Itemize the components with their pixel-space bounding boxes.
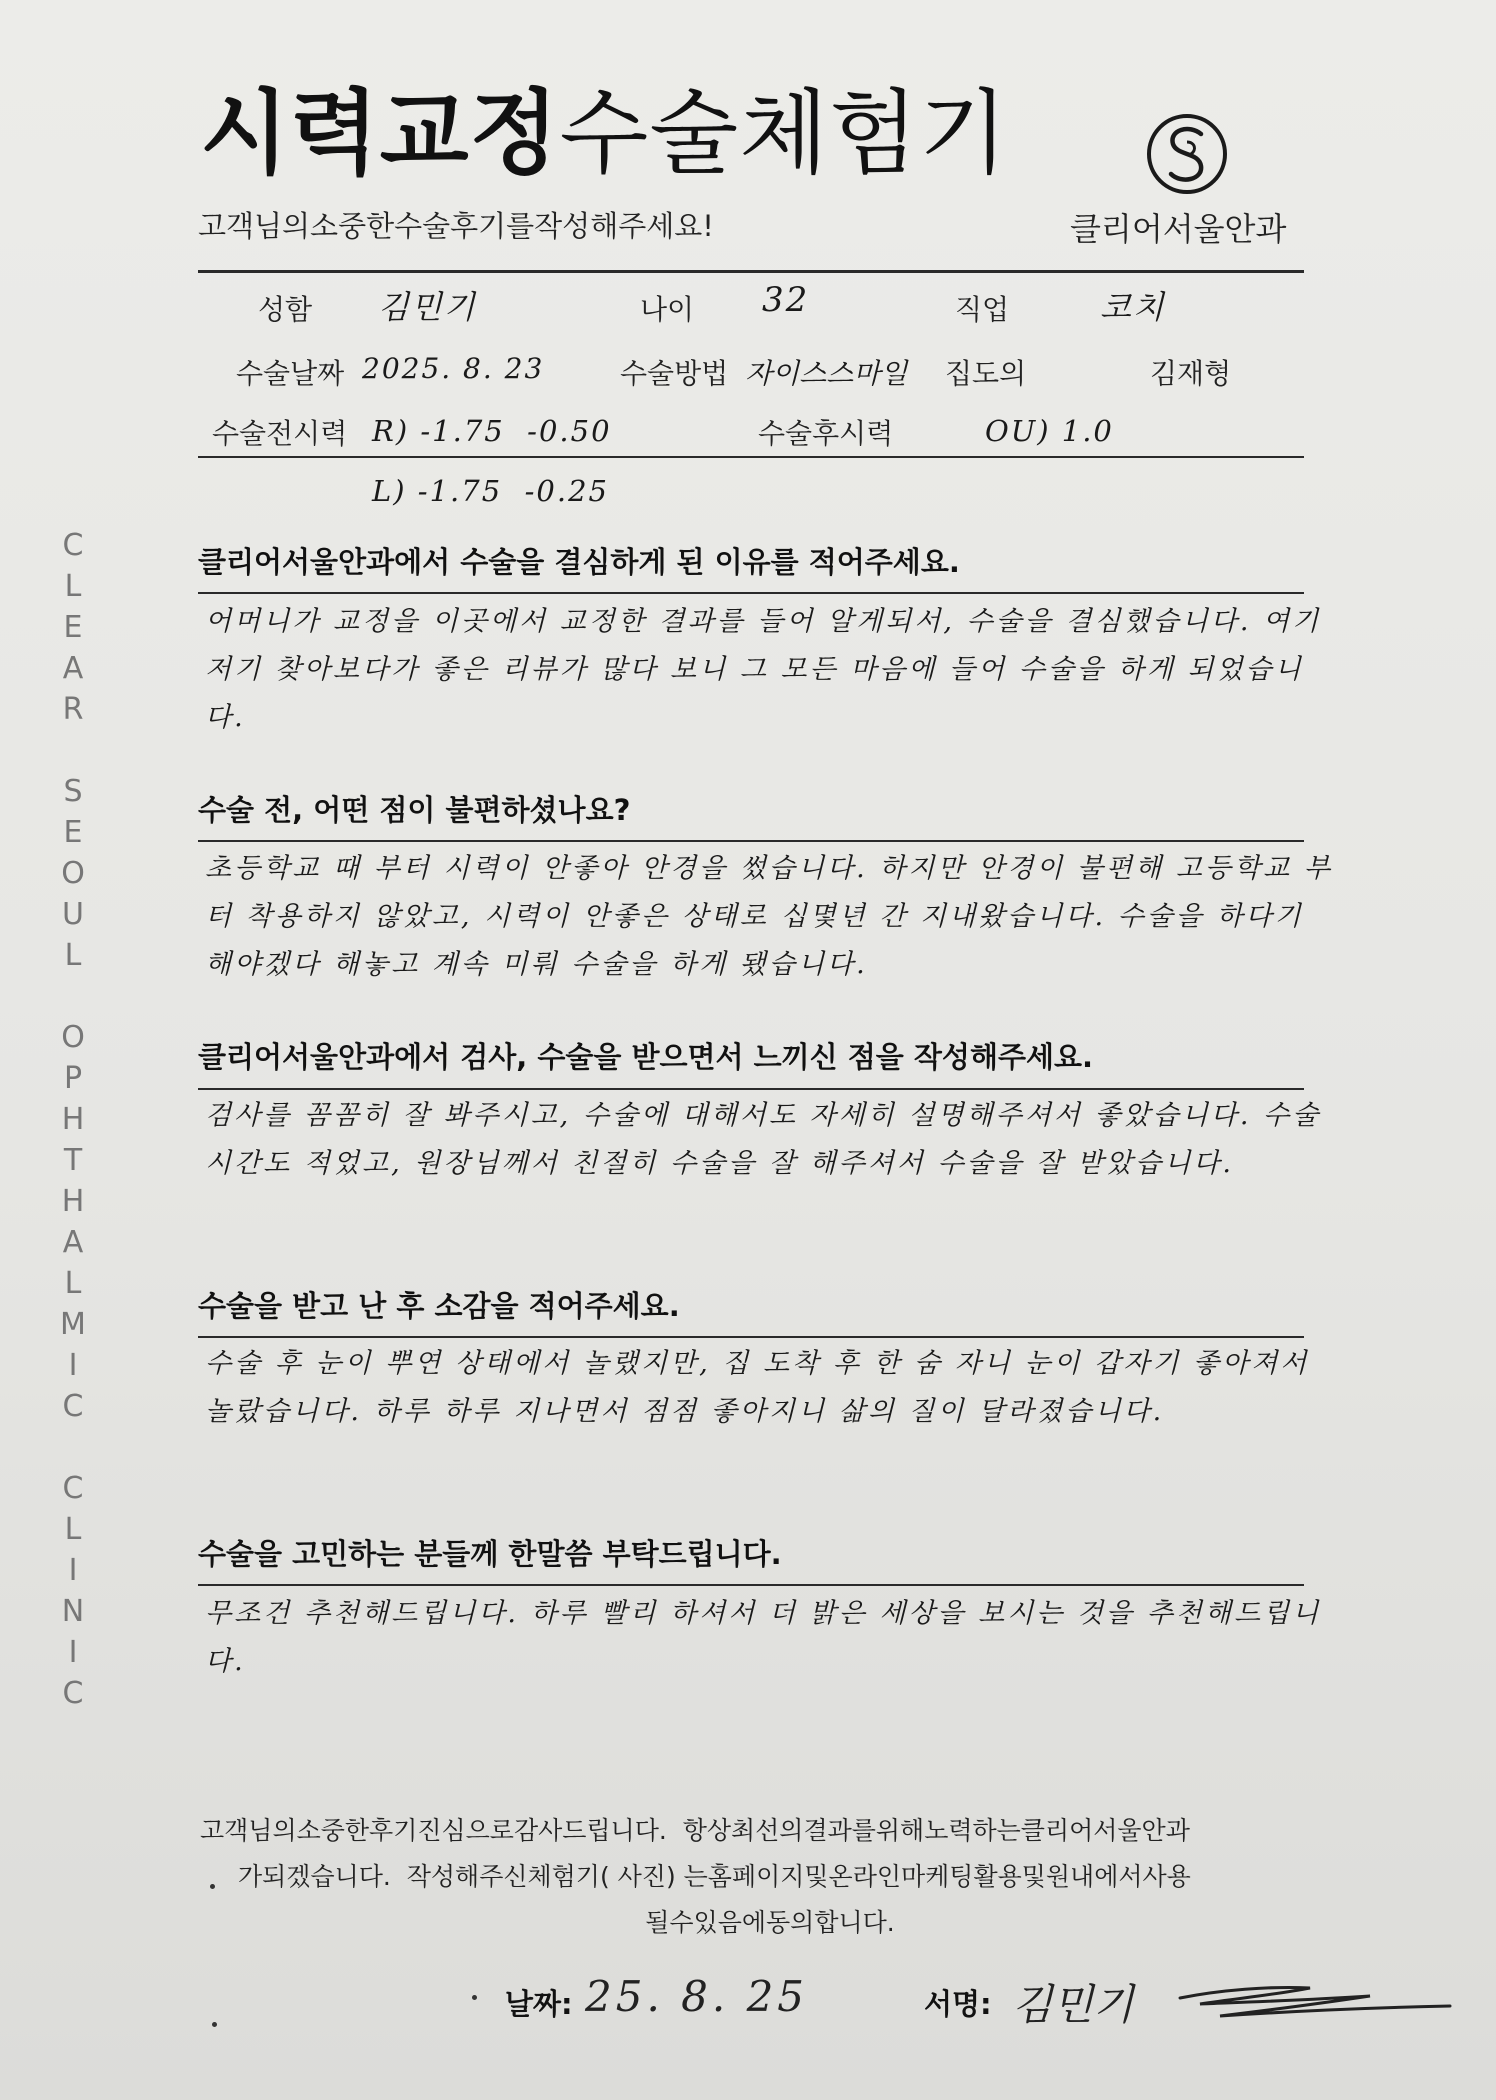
pre-vision-label: 수술전시력 (212, 417, 348, 450)
vertical-letter: I (68, 1553, 78, 1588)
answer-2: 초등학교 때 부터 시력이 안좋아 안경을 썼습니다. 하지만 안경이 불편해 고등학교 부터 착용하지 않았고, 시력이 안좋은 상태로 십몇년 간 지내왔습니다. 수술을 하다기 해야겠다 해놓고 계속 미뤄 수술을 하게 됐습니다. (205, 853, 1333, 980)
surgery-method-label: 수술방법 (620, 357, 729, 390)
vertical-letter: T (63, 1143, 83, 1178)
signature-label: 서명: (924, 1987, 992, 2021)
form-subtitle: 고객님의소중한수술후기를작성해주세요! (198, 209, 714, 243)
vertical-letter: E (63, 610, 83, 645)
surgeon-value: 김재형 (1150, 357, 1232, 390)
vertical-letter: U (62, 897, 84, 932)
stray-mark (210, 1884, 215, 1889)
info-divider (198, 456, 1304, 458)
question-1: 클리어서울안과에서 수술을 결심하게 된 이유를 적어주세요. (198, 545, 960, 579)
job-value: 코치 (1100, 288, 1166, 326)
post-vision-value: OU) 1.0 (985, 414, 1114, 448)
stray-mark (212, 2022, 217, 2027)
sign-date-label: 날짜: (505, 1987, 573, 2021)
form-title (200, 80, 1009, 187)
handwritten-signature (1160, 1968, 1460, 2028)
vertical-letter: O (61, 1020, 85, 1055)
consent-footer (200, 1808, 1300, 1946)
vertical-letter: P (63, 1061, 83, 1096)
vertical-letter: E (63, 815, 83, 850)
question-3: 클리어서울안과에서 검사, 수술을 받으면서 느끼신 점을 작성해주세요. (198, 1040, 1094, 1074)
age-value: 32 (762, 280, 810, 320)
vertical-letter (58, 1427, 88, 1468)
age-label: 나이 (640, 293, 695, 326)
pre-vision-right: R) -1.75 -0.50 (372, 414, 612, 448)
surgeon-label: 집도의 (945, 357, 1027, 390)
question-5-underline (198, 1584, 1304, 1586)
surgery-method-value: 자이스스마일 (745, 357, 908, 390)
vertical-letter: H (61, 1102, 85, 1137)
question-1-underline (198, 592, 1304, 594)
footer-line-3: 될수있음에동의합니다. (645, 1908, 895, 1937)
clinic-name: 클리어서울안과 (1070, 210, 1287, 248)
post-vision-label: 수술후시력 (758, 417, 894, 450)
question-5: 수술을 고민하는 분들께 한말씀 부탁드립니다. (198, 1537, 782, 1571)
vertical-letter: M (60, 1307, 86, 1342)
name-label: 성함 (258, 293, 313, 326)
question-3-underline (198, 1088, 1304, 1090)
surgery-date-value: 2025. 8. 23 (362, 352, 545, 385)
vertical-letter: L (64, 1512, 82, 1547)
vertical-letter: C (62, 1471, 84, 1506)
vertical-letter: R (62, 692, 84, 727)
stray-mark (472, 1995, 477, 2000)
vertical-letter: L (64, 938, 82, 973)
vertical-letter: L (64, 569, 82, 604)
name-value: 김민기 (378, 288, 477, 326)
vertical-letter: L (64, 1266, 82, 1301)
clear-seoul-s-logo-icon (1145, 112, 1229, 196)
answer-5: 무조건 추천해드립니다. 하루 빨리 하셔서 더 밝은 세상을 보시는 것을 추천해드립니다. (205, 1598, 1322, 1677)
vertical-letter: A (62, 1225, 84, 1260)
question-4-underline (198, 1336, 1304, 1338)
question-2-underline (198, 840, 1304, 842)
header-divider (198, 270, 1304, 273)
vertical-letter: O (61, 856, 85, 891)
footer-line-2: 가되겠습니다. 작성해주신체험기( 사진) 는홈페이지및온라인마케팅활용및원내에서사용 (238, 1862, 1191, 1891)
vertical-letter: N (61, 1594, 85, 1629)
sign-date-value: 25. 8. 25 (585, 1972, 809, 2021)
question-2: 수술 전, 어떤 점이 불편하셨나요? (198, 793, 631, 827)
title-bold: 시력교정 (200, 80, 560, 187)
answer-3: 검사를 꼼꼼히 잘 봐주시고, 수술에 대해서도 자세히 설명해주셔서 좋았습니다. 수술 시간도 적었고, 원장님께서 친절히 수술을 잘 해주셔서 수술을 잘 받았습니다. (205, 1100, 1322, 1179)
signature-name: 김민기 (1012, 1980, 1134, 2029)
job-label: 직업 (955, 293, 1010, 326)
answer-1: 어머니가 교정을 이곳에서 교정한 결과를 들어 알게되서, 수술을 결심했습니다. 여기 저기 찾아보다가 좋은 리뷰가 많다 보니 그 모든 마음에 들어 수술을 하게 되었습니다. (205, 606, 1322, 733)
vertical-letter: C (62, 1389, 84, 1424)
vertical-letter: I (68, 1348, 78, 1383)
vertical-letter: I (68, 1635, 78, 1670)
vertical-letter (58, 730, 88, 771)
vertical-letter (58, 976, 88, 1017)
vertical-letter: C (62, 528, 84, 563)
pre-vision-left: L) -1.75 -0.25 (372, 474, 609, 508)
title-light: 수술체험기 (559, 80, 1009, 187)
footer-line-1: 고객님의소중한후기진심으로감사드립니다. 항상최선의결과를위해노력하는클리어서울안과 (200, 1816, 1190, 1845)
surgery-date-label: 수술날짜 (236, 357, 345, 390)
vertical-letter: A (62, 651, 84, 686)
question-4: 수술을 받고 난 후 소감을 적어주세요. (198, 1289, 680, 1323)
vertical-letter: C (62, 1676, 84, 1711)
vertical-clinic-text (58, 525, 88, 1714)
answer-4: 수술 후 눈이 뿌연 상태에서 놀랬지만, 집 도착 후 한 숨 자니 눈이 갑자기 좋아져서 놀랐습니다. 하루 하루 지나면서 점점 좋아지니 삶의 질이 달라졌습니다. (205, 1348, 1310, 1427)
vertical-letter: S (63, 774, 83, 809)
vertical-letter: H (61, 1184, 85, 1219)
